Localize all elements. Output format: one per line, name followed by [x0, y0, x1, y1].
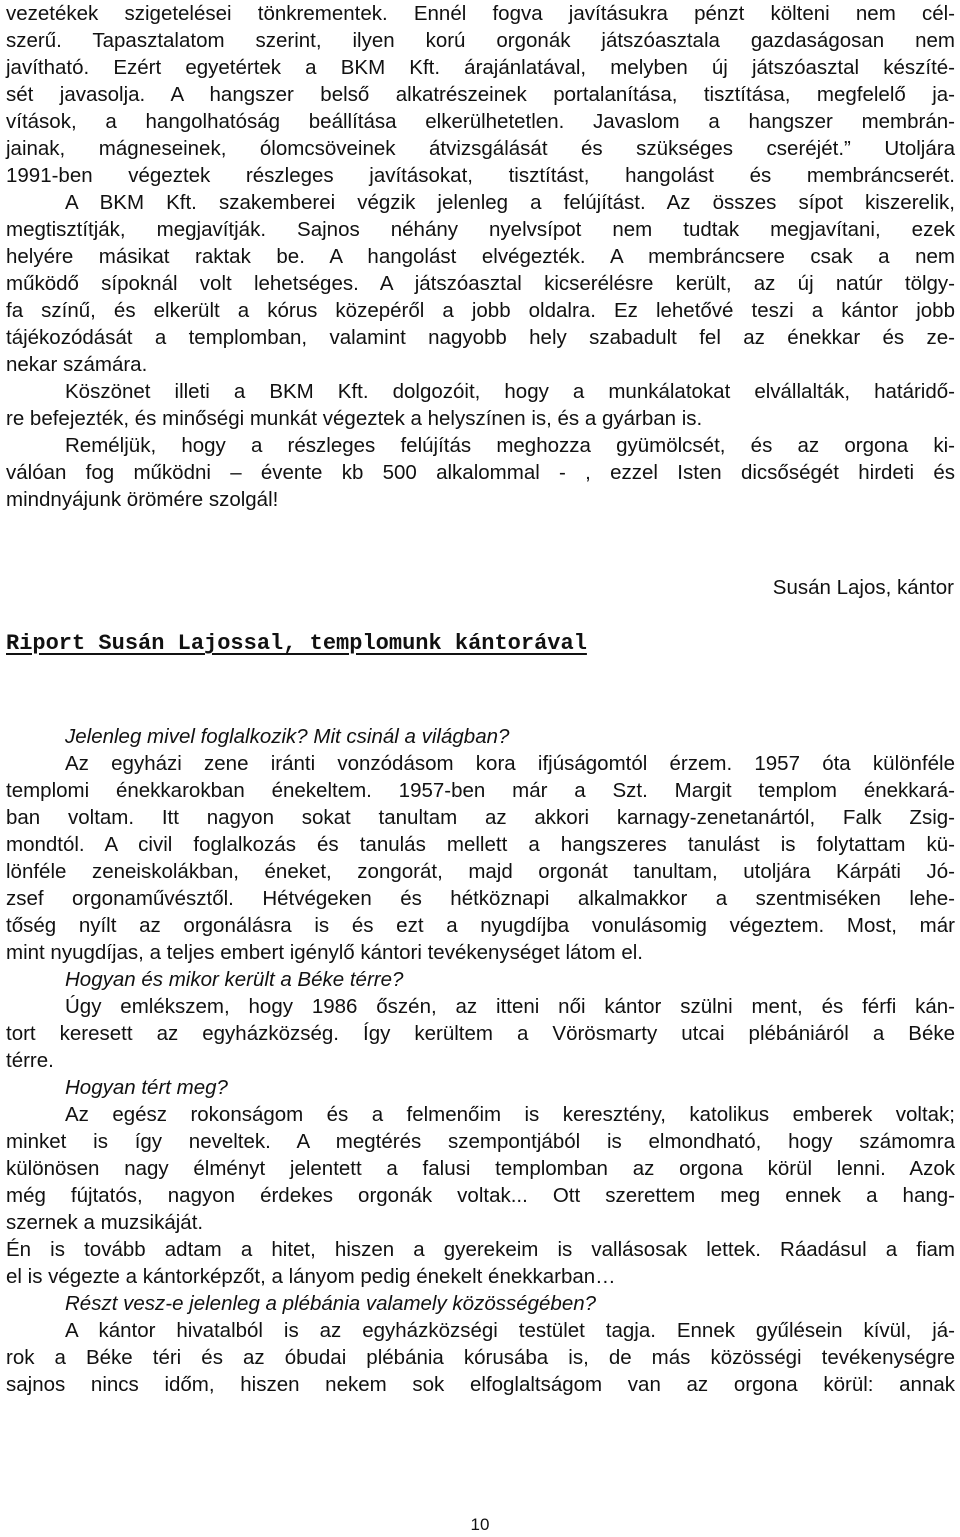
body-text-line: 1991-ben végeztek részleges javításokat, tisztítást, hangolást és membráncserét.: [6, 164, 955, 187]
body-text-line: el is végezte a kántorképzőt, a lányom pedig énekelt énekkarban…: [6, 1265, 616, 1288]
body-text-line: tőség nyílt az orgonálásra is és ezt a nyugdíjba vonulásomig végeztem. Most, már: [6, 914, 955, 937]
body-text-line: szernek a muzsikáját.: [6, 1211, 204, 1234]
body-text-line: rok a Béke téri és az óbudai plébánia kórusába is, de más közösségi tevékenységre: [6, 1346, 955, 1369]
body-text-line: nekar számára.: [6, 353, 148, 376]
interview-question: Hogyan és mikor került a Béke térre?: [65, 968, 404, 991]
body-text-line: ban voltam. Itt nagyon sokat tanultam az akkori karnagy-zenetanártól, Falk Zsig-: [6, 806, 955, 829]
body-text-line: vezetékek szigetelései tönkrementek. Ennél fogva javításukra pénzt költeni nem cél-: [6, 2, 955, 25]
body-text-line: A kántor hivatalból is az egyházközségi testület tagja. Ennek gyűlésein kívül, já-: [65, 1319, 955, 1342]
body-text-line: tort keresett az egyházközség. Így kerültem a Vörösmarty utcai plébániáról a Béke: [6, 1022, 955, 1045]
body-text-line: Az egyházi zene iránti vonzódásom kora ifjúságomtól érzem. 1957 óta különféle: [65, 752, 955, 775]
body-text-line: javítható. Ezért egyetértek a BKM Kft. árajánlatával, melyben új játszóasztal készíté-: [6, 56, 955, 79]
page-number: 10: [470, 1515, 490, 1534]
body-text-line: Köszönet illeti a BKM Kft. dolgozóit, hogy a munkálatokat elvállalták, határidő-: [65, 380, 955, 403]
body-text-line: sét javasolja. A hangszer belső alkatrészeinek portalanítása, tisztítása, megfelelő ja-: [6, 83, 955, 106]
interview-question: Részt vesz-e jelenleg a plébánia valamely közösségében?: [65, 1292, 597, 1315]
author-signature: Susán Lajos, kántor: [772, 576, 954, 599]
body-text-line: sajnos nincs időm, hiszen nekem sok elfoglaltságom van az orgona körül: annak: [6, 1373, 955, 1396]
body-text-line: vítások, a hangolhatóság beállítása elkerülhetetlen. Javaslom a hangszer membrán-: [6, 110, 955, 133]
body-text-line: Én is tovább adtam a hitet, hiszen a gyerekeim is vallásosak lettek. Ráadásul a fiam: [6, 1238, 955, 1261]
body-text-line: szerű. Tapasztalatom szerint, ilyen korú orgonák játszóasztala gazdaságosan nem: [6, 29, 955, 52]
body-text-line: tájékozódását a templomban, valamint nagyobb hely szabadult fel az énekkar és ze-: [6, 326, 955, 349]
body-text-line: templomi énekkarokban énekeltem. 1957-ben már a Szt. Margit templom énekkará-: [6, 779, 955, 802]
body-text-line: Úgy emlékszem, hogy 1986 őszén, az itteni női kántor szülni ment, és férfi kán-: [65, 995, 955, 1018]
body-text-line: A BKM Kft. szakemberei végzik jelenleg a felújítást. Az összes sípot kiszerelik,: [65, 191, 955, 214]
body-text-line: működő sípoknál volt lehetséges. A játszóasztal kicserélésre került, az új natúr tölgy-: [6, 272, 955, 295]
body-text-line: mondtól. A civil foglalkozás és tanulás mellett a hangszeres tanulást is folytattam kü-: [6, 833, 955, 856]
body-text-line: re befejezték, és minőségi munkát végeztek a helyszínen is, és a gyárban is.: [6, 407, 703, 430]
body-text-line: lönféle zeneiskolákban, éneket, zongorát, majd orgonát tanultam, utoljára Kárpáti Jó-: [6, 860, 955, 883]
interview-question: Hogyan tért meg?: [65, 1076, 228, 1099]
body-text-line: helyére másikat raktak be. A hangolást elvégezték. A membráncsere csak a nem: [6, 245, 955, 268]
body-text-line: zsef orgonaművésztől. Hétvégeken és hétköznapi alkalmakkor a szentmiséken lehe-: [6, 887, 955, 910]
body-text-line: mint nyugdíjas, a teljes embert igénylő kántori tevékenységet látom el.: [6, 941, 643, 964]
body-text-line: különösen nagy élményt jelentett a falusi templomban az orgona körül lenni. Azok: [6, 1157, 955, 1180]
body-text-line: Az egész rokonságom és a felmenőim is keresztény, katolikus emberek voltak;: [65, 1103, 955, 1126]
body-text-line: megtisztítják, megjavítják. Sajnos néhány nyelvsípot nem tudtak megjavítani, ezek: [6, 218, 955, 241]
interview-question: Jelenleg mivel foglalkozik? Mit csinál a világban?: [65, 725, 510, 748]
body-text-line: térre.: [6, 1049, 54, 1072]
body-text-line: válóan fog működni – évente kb 500 alkalommal - , ezzel Isten dicsőségét hirdeti és: [6, 461, 955, 484]
body-text-line: még fújtatós, nagyon érdekes orgonák voltak... Ott szerettem meg ennek a hang-: [6, 1184, 955, 1207]
body-text-line: jainak, mágneseinek, ólomcsöveinek átvizsgálását és szükséges cseréjét.” Utoljára: [6, 137, 955, 160]
body-text-line: Reméljük, hogy a részleges felújítás meghozza gyümölcsét, és az orgona ki-: [65, 434, 955, 457]
body-text-line: mindnyájunk örömére szolgál!: [6, 488, 279, 511]
interview-title: Riport Susán Lajossal, templomunk kántorával: [6, 631, 587, 656]
body-text-line: fa színű, és elkerült a kórus közepéről a jobb oldalra. Ez lehetővé teszi a kántor jobb: [6, 299, 955, 322]
body-text-line: minket is így neveltek. A megtérés szempontjából is elmondható, hogy számomra: [6, 1130, 955, 1153]
